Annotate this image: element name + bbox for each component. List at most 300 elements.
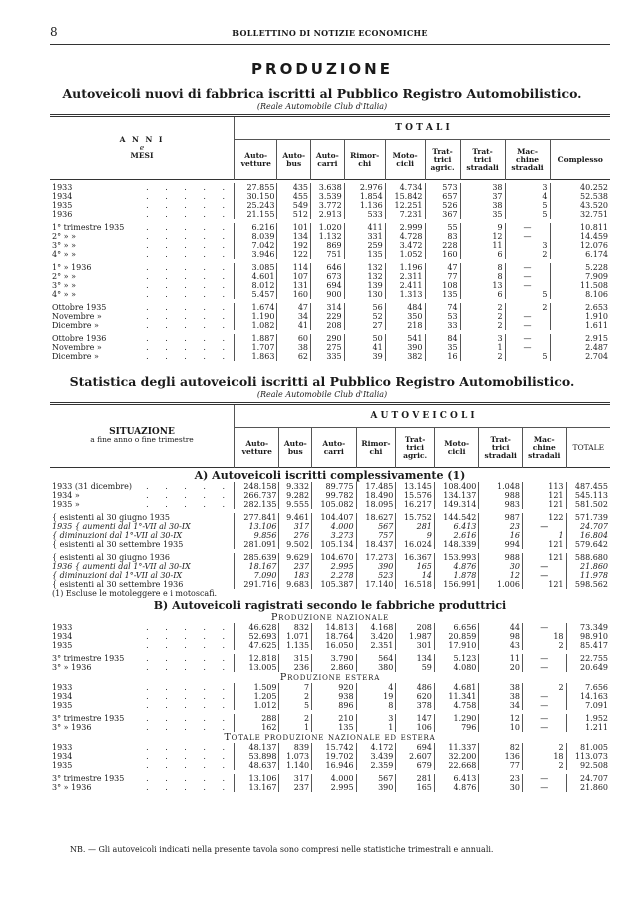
- row-label: [50, 761, 235, 772]
- cell-value: —: [505, 321, 550, 332]
- column-header: Rimor- chi: [356, 428, 396, 468]
- leader-dots: . . . . .: [146, 192, 232, 201]
- row-label: [50, 491, 235, 500]
- cell-value: 9.683: [279, 580, 312, 589]
- table-row: [50, 321, 610, 332]
- cell-value: 12.251: [385, 201, 425, 210]
- row-label: [50, 272, 235, 281]
- cell-value: 12.818: [235, 652, 279, 663]
- cell-value: 335: [311, 352, 345, 361]
- row-label-text: 4° » »: [52, 250, 76, 259]
- row-label: [50, 571, 235, 580]
- cell-value: 53: [425, 312, 460, 321]
- table-row: [50, 312, 610, 321]
- row-label: [50, 192, 235, 201]
- leader-dots: . . . . .: [146, 743, 232, 752]
- cell-value: 390: [356, 562, 396, 571]
- cell-value: 59: [396, 663, 435, 672]
- cell-value: 210: [312, 712, 356, 723]
- cell-value: 3.539: [311, 192, 345, 201]
- cell-value: 1.135: [279, 641, 312, 652]
- cell-value: 317: [279, 772, 312, 783]
- row-label: [50, 201, 235, 210]
- leader-dots: . . . . .: [146, 701, 232, 710]
- block-heading-row: [50, 672, 610, 683]
- cell-value: 16.024: [396, 540, 435, 551]
- cell-value: 694: [396, 743, 435, 752]
- cell-value: 32.200: [434, 752, 478, 761]
- cell-value: 2.995: [312, 783, 356, 792]
- cell-value: 2: [505, 301, 550, 312]
- cell-value: 47: [425, 261, 460, 272]
- cell-value: —: [505, 272, 550, 281]
- cell-value: 8.106: [550, 290, 610, 301]
- cell-value: 33: [425, 321, 460, 332]
- row-label-text: 1° » 1936: [52, 263, 92, 272]
- cell-value: 411: [344, 221, 385, 232]
- cell-value: 9: [460, 221, 505, 232]
- row-label: [50, 332, 235, 343]
- stub-line: a fine anno o fine trimestre: [90, 435, 194, 444]
- cell-value: 4.601: [235, 272, 277, 281]
- cell-value: 1.136: [344, 201, 385, 210]
- row-label-text: 1935: [52, 201, 73, 210]
- leader-dots: . . . . .: [146, 241, 232, 250]
- cell-value: 18.095: [356, 500, 396, 511]
- cell-value: 994: [479, 540, 523, 551]
- cell-value: 5.228: [550, 261, 610, 272]
- leader-dots: . . . . .: [146, 641, 232, 650]
- column-header: Auto- carri: [312, 428, 356, 468]
- cell-value: 3.772: [311, 201, 345, 210]
- cell-value: 390: [356, 783, 396, 792]
- cell-value: 134: [396, 652, 435, 663]
- table-row: [50, 210, 610, 221]
- column-header: Auto- bus: [277, 140, 311, 180]
- cell-value: 1.878: [434, 571, 478, 580]
- column-header: TOTALE: [566, 428, 610, 468]
- cell-value: 2: [460, 321, 505, 332]
- table-row: [50, 221, 610, 232]
- cell-value: 8: [460, 272, 505, 281]
- cell-value: 6.216: [235, 221, 277, 232]
- cell-value: 2.860: [312, 663, 356, 672]
- row-label: [50, 562, 235, 571]
- cell-value: 13.167: [235, 783, 279, 792]
- cell-value: 12: [479, 571, 523, 580]
- cell-value: 281: [396, 522, 435, 531]
- table1-title: Autoveicoli nuovi di fabbrica iscritti al Pubblico Registro Automobilistico.: [62, 86, 582, 101]
- cell-value: 6.413: [434, 772, 478, 783]
- row-label: [50, 482, 235, 491]
- cell-value: 24.707: [566, 772, 610, 783]
- cell-value: 24.707: [566, 522, 610, 531]
- row-label: [50, 522, 235, 531]
- leader-dots: . . . . .: [146, 752, 232, 761]
- leader-dots: . . . . .: [146, 352, 232, 361]
- cell-value: 4.681: [434, 683, 478, 692]
- cell-value: 487.455: [566, 482, 610, 491]
- cell-value: 16: [479, 531, 523, 540]
- cell-value: 19.702: [312, 752, 356, 761]
- cell-value: 2: [522, 683, 566, 692]
- table2-title: Statistica degli autoveicoli iscritti al Pubblico Registro Automobilistico.: [69, 374, 575, 389]
- cell-value: 37: [460, 192, 505, 201]
- cell-value: 121: [522, 491, 566, 500]
- cell-value: 8.012: [235, 281, 277, 290]
- block-heading: Produzione estera: [279, 672, 381, 683]
- cell-value: 15.576: [396, 491, 435, 500]
- row-label-text: { esistenti al 30 giugno 1935: [52, 513, 170, 522]
- cell-value: 48.637: [235, 761, 279, 772]
- cell-value: —: [505, 312, 550, 321]
- row-label: [50, 343, 235, 352]
- cell-value: 20.649: [566, 663, 610, 672]
- cell-value: 13.005: [235, 663, 279, 672]
- cell-value: 105.387: [312, 580, 356, 589]
- cell-value: 50: [344, 332, 385, 343]
- table-row: [50, 723, 610, 732]
- cell-value: 15.742: [312, 743, 356, 752]
- cell-value: 7: [279, 683, 312, 692]
- cell-value: 16.367: [396, 551, 435, 562]
- table2-stub-header: [50, 404, 235, 468]
- table-row: [50, 663, 610, 672]
- cell-value: 281: [396, 772, 435, 783]
- cell-value: 315: [279, 652, 312, 663]
- table-row: [50, 272, 610, 281]
- cell-value: 52: [344, 312, 385, 321]
- cell-value: 134: [277, 232, 311, 241]
- table2: [50, 402, 610, 792]
- cell-value: 1.854: [344, 192, 385, 201]
- row-label: [50, 551, 235, 562]
- cell-value: 38: [479, 692, 523, 701]
- table-row: [50, 183, 610, 192]
- column-header: Mac- chine stradali: [522, 428, 566, 468]
- cell-value: 6.413: [434, 522, 478, 531]
- column-header: Auto- vetture: [235, 140, 277, 180]
- block-heading-row: [50, 732, 610, 743]
- cell-value: 694: [311, 281, 345, 290]
- cell-value: 10: [479, 723, 523, 732]
- cell-value: 2: [522, 743, 566, 752]
- cell-value: 53.898: [235, 752, 279, 761]
- cell-value: 7.231: [385, 210, 425, 221]
- stub-line: MESI: [130, 151, 154, 160]
- table2-note: NB. — Gli autoveicoli indicati nella presente tavola sono compresi nelle statistiche trimestrali e annuali.: [70, 845, 494, 854]
- cell-value: 581.502: [566, 500, 610, 511]
- cell-value: 30: [479, 562, 523, 571]
- cell-value: 183: [279, 571, 312, 580]
- cell-value: —: [505, 281, 550, 290]
- cell-value: 533: [344, 210, 385, 221]
- cell-value: 301: [396, 641, 435, 652]
- row-label-text: 3° » 1936: [52, 783, 92, 792]
- cell-value: —: [522, 772, 566, 783]
- cell-value: 74: [425, 301, 460, 312]
- cell-value: 38: [277, 343, 311, 352]
- cell-value: 23: [479, 522, 523, 531]
- cell-value: 18.764: [312, 632, 356, 641]
- row-label-text: 1935 »: [52, 500, 80, 509]
- cell-value: 130: [344, 290, 385, 301]
- cell-value: —: [522, 692, 566, 701]
- row-label-text: 1936: [52, 210, 73, 219]
- cell-value: 549: [277, 201, 311, 210]
- row-label: [50, 641, 235, 652]
- table-row: [50, 491, 610, 500]
- cell-value: 1: [460, 343, 505, 352]
- cell-value: —: [522, 562, 566, 571]
- cell-value: 4.172: [356, 743, 396, 752]
- cell-value: 4.168: [356, 623, 396, 632]
- cell-value: 43.520: [550, 201, 610, 210]
- cell-value: 2: [279, 692, 312, 701]
- cell-value: 15.752: [396, 511, 435, 522]
- cell-value: 7.091: [566, 701, 610, 712]
- cell-value: —: [522, 522, 566, 531]
- cell-value: 598.562: [566, 580, 610, 589]
- stub-line: SITUAZIONE: [109, 427, 175, 437]
- stub-line: A N N I: [119, 135, 165, 144]
- cell-value: 229: [311, 312, 345, 321]
- leader-dots: . . . . .: [146, 491, 232, 500]
- row-label-text: 1933: [52, 743, 73, 752]
- row-label-text: 1° trimestre 1935: [52, 223, 125, 232]
- row-label: [50, 352, 235, 361]
- cell-value: 2.999: [385, 221, 425, 232]
- cell-value: 39: [344, 352, 385, 361]
- cell-value: 567: [356, 522, 396, 531]
- cell-value: 380: [356, 663, 396, 672]
- cell-value: 55: [425, 221, 460, 232]
- row-label: [50, 500, 235, 511]
- row-label-text: Novembre »: [52, 312, 102, 321]
- cell-value: 1.052: [385, 250, 425, 261]
- cell-value: 1: [279, 723, 312, 732]
- cell-value: 1.987: [396, 632, 435, 641]
- cell-value: 43: [479, 641, 523, 652]
- cell-value: 588.680: [566, 551, 610, 562]
- cell-value: 3.439: [356, 752, 396, 761]
- row-label-text: { diminuzioni dal 1°-VII al 30-IX: [52, 571, 183, 580]
- row-label-text: 1934: [52, 192, 73, 201]
- cell-value: 2: [522, 761, 566, 772]
- row-label: [50, 701, 235, 712]
- cell-value: 98.910: [566, 632, 610, 641]
- cell-value: 132: [344, 272, 385, 281]
- cell-value: 46.628: [235, 623, 279, 632]
- cell-value: 18.437: [356, 540, 396, 551]
- cell-value: 2.976: [344, 183, 385, 192]
- table-row: [50, 522, 610, 531]
- cell-value: 1.140: [279, 761, 312, 772]
- table-row: [50, 652, 610, 663]
- cell-value: 9.332: [279, 482, 312, 491]
- cell-value: 153.993: [434, 551, 478, 562]
- cell-value: 38: [460, 183, 505, 192]
- section-a-title: A) Autoveicoli iscritti complessivamente (1): [194, 469, 466, 482]
- leader-dots: . . . . .: [146, 500, 232, 509]
- cell-value: 1.190: [235, 312, 277, 321]
- cell-value: 290: [311, 332, 345, 343]
- cell-value: 523: [356, 571, 396, 580]
- table-row: [50, 540, 610, 551]
- table1-source: (Reale Automobile Club d'Italia): [256, 102, 388, 111]
- row-label: [50, 183, 235, 192]
- table-row: [50, 531, 610, 540]
- cell-value: —: [505, 332, 550, 343]
- cell-value: 382: [385, 352, 425, 361]
- table-row: [50, 743, 610, 752]
- table-row: [50, 580, 610, 589]
- cell-value: 1.707: [235, 343, 277, 352]
- cell-value: 1.509: [235, 683, 279, 692]
- cell-value: 13.106: [235, 772, 279, 783]
- row-label-text: 3° trimestre 1935: [52, 714, 125, 723]
- cell-value: —: [522, 701, 566, 712]
- row-label-text: 1933: [52, 683, 73, 692]
- cell-value: 8: [356, 701, 396, 712]
- cell-value: 56: [344, 301, 385, 312]
- row-label: [50, 580, 235, 589]
- footnote: (1) Escluse le motoleggere e i motoscafi.: [52, 589, 218, 598]
- cell-value: 455: [277, 192, 311, 201]
- cell-value: 1.611: [550, 321, 610, 332]
- table-row: [50, 632, 610, 641]
- cell-value: 18.490: [356, 491, 396, 500]
- cell-value: 275: [311, 343, 345, 352]
- leader-dots: . . . . .: [146, 482, 232, 491]
- cell-value: 2.995: [312, 562, 356, 571]
- row-label: [50, 210, 235, 221]
- leader-dots: . . . . .: [146, 210, 232, 219]
- cell-value: 12: [479, 712, 523, 723]
- cell-value: 16.518: [396, 580, 435, 589]
- row-label: [50, 540, 235, 551]
- table-row: [50, 343, 610, 352]
- cell-value: 107: [277, 272, 311, 281]
- cell-value: 7.656: [566, 683, 610, 692]
- table-row: [50, 241, 610, 250]
- row-label: [50, 692, 235, 701]
- cell-value: 18.627: [356, 511, 396, 522]
- cell-value: 89.775: [312, 482, 356, 491]
- table-row: [50, 761, 610, 772]
- column-header: Moto- cicli: [385, 140, 425, 180]
- cell-value: 156.991: [434, 580, 478, 589]
- cell-value: 248.158: [235, 482, 279, 491]
- cell-value: 7.090: [235, 571, 279, 580]
- cell-value: 104.407: [312, 511, 356, 522]
- cell-value: 2.311: [385, 272, 425, 281]
- cell-value: 5: [505, 352, 550, 361]
- cell-value: 16.050: [312, 641, 356, 652]
- cell-value: 938: [312, 692, 356, 701]
- cell-value: 314: [311, 301, 345, 312]
- row-label-text: 3° » »: [52, 281, 76, 290]
- leader-dots: . . . . .: [146, 343, 232, 352]
- cell-value: 8.039: [235, 232, 277, 241]
- cell-value: 1.910: [550, 312, 610, 321]
- cell-value: 52.693: [235, 632, 279, 641]
- cell-value: 2.278: [312, 571, 356, 580]
- cell-value: 47.625: [235, 641, 279, 652]
- cell-value: 646: [311, 261, 345, 272]
- cell-value: 237: [279, 783, 312, 792]
- table-row: [50, 332, 610, 343]
- table-row: [50, 511, 610, 522]
- cell-value: 135: [312, 723, 356, 732]
- cell-value: 21.860: [566, 783, 610, 792]
- cell-value: 38: [460, 201, 505, 210]
- row-label-text: 1933 (31 dicembre): [52, 482, 133, 491]
- cell-value: 390: [385, 343, 425, 352]
- cell-value: 5: [505, 290, 550, 301]
- cell-value: 3.946: [235, 250, 277, 261]
- row-label: [50, 752, 235, 761]
- cell-value: 259: [344, 241, 385, 250]
- cell-value: 41: [277, 321, 311, 332]
- cell-value: 17.910: [434, 641, 478, 652]
- leader-dots: . . . . .: [146, 334, 232, 343]
- cell-value: 2.653: [550, 301, 610, 312]
- cell-value: 104.670: [312, 551, 356, 562]
- cell-value: 144.542: [434, 511, 478, 522]
- row-label-text: 3° » 1936: [52, 663, 92, 672]
- cell-value: 85.417: [566, 641, 610, 652]
- row-label-text: Ottobre 1935: [52, 303, 107, 312]
- table-row: [50, 562, 610, 571]
- cell-value: 1: [356, 723, 396, 732]
- cell-value: 84: [425, 332, 460, 343]
- cell-value: 6.174: [550, 250, 610, 261]
- cell-value: 679: [396, 761, 435, 772]
- column-header: Complesso: [550, 140, 610, 180]
- cell-value: 285.639: [235, 551, 279, 562]
- cell-value: 291.716: [235, 580, 279, 589]
- row-label-text: 3° trimestre 1935: [52, 654, 125, 663]
- cell-value: 121: [522, 540, 566, 551]
- cell-value: 208: [311, 321, 345, 332]
- leader-dots: . . . . .: [146, 321, 232, 330]
- cell-value: 896: [312, 701, 356, 712]
- row-label: [50, 652, 235, 663]
- section-b-title: B) Autoveicoli ragistrati secondo le fabbriche produttrici: [153, 599, 507, 612]
- cell-value: 1.073: [279, 752, 312, 761]
- cell-value: 3: [356, 712, 396, 723]
- cell-value: 22.755: [566, 652, 610, 663]
- row-label: [50, 683, 235, 692]
- cell-value: 47: [277, 301, 311, 312]
- leader-dots: . . . . .: [146, 263, 232, 272]
- cell-value: 5: [505, 210, 550, 221]
- row-label: [50, 712, 235, 723]
- cell-value: 920: [312, 683, 356, 692]
- leader-dots: . . . . .: [146, 623, 232, 632]
- table1-stub-header: [50, 116, 235, 180]
- cell-value: 98: [479, 632, 523, 641]
- cell-value: 579.642: [566, 540, 610, 551]
- table2-source: (Reale Automobile Club d'Italia): [256, 390, 388, 399]
- cell-value: 19: [356, 692, 396, 701]
- cell-value: 136: [479, 752, 523, 761]
- column-header: Auto- vetture: [235, 428, 279, 468]
- table-row: [50, 571, 610, 580]
- cell-value: 30: [479, 783, 523, 792]
- cell-value: 1.020: [311, 221, 345, 232]
